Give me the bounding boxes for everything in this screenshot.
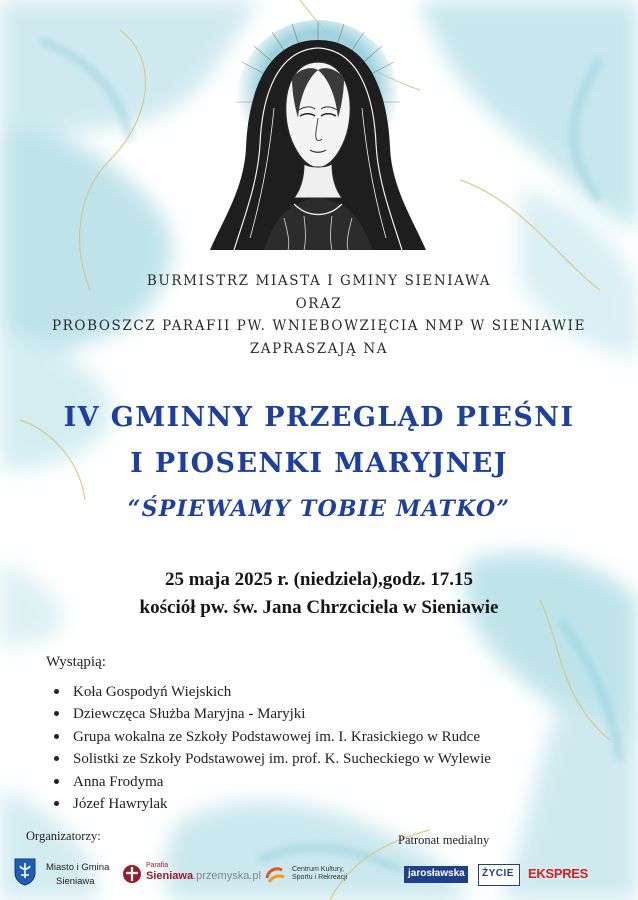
logo1-line2: Sieniawa — [56, 876, 95, 887]
logo2-small: Parafia — [146, 862, 169, 869]
list-item — [54, 703, 491, 725]
logo-ekspres-text: EKSPRES — [528, 866, 589, 881]
logo2-main — [146, 870, 261, 882]
inviters-block — [0, 270, 638, 360]
inviter-parish-priest: PROBOSZCZ PARAFII PW. WNIEBOWZIĘCIA NMP W SIENIAWIE — [51, 318, 587, 334]
logo-centrum-kultury — [264, 858, 360, 892]
performer-name: Anna Frodyma — [73, 773, 164, 790]
event-title — [0, 395, 638, 487]
logo-miasto-i-gmina-sieniawa — [14, 854, 124, 894]
list-item — [54, 748, 491, 770]
logo2-domain: .przemyska.pl — [193, 870, 261, 882]
inviter-mayor: BURMISTRZ MIASTA I GMINY SIENIAWA — [146, 273, 492, 289]
logo-zycie — [478, 864, 520, 886]
logo-ekspres — [528, 866, 594, 884]
logo3-line1: Centrum Kultury, — [292, 866, 344, 873]
event-venue: kościół pw. św. Jana Chrzciciela w Sieniawie — [139, 597, 499, 618]
ckisr-swirl-icon — [264, 864, 286, 886]
list-item — [54, 681, 491, 703]
bullet-icon — [54, 711, 59, 716]
performers-list — [54, 681, 491, 815]
logo-jaroslawska-text: jarosławska — [408, 868, 465, 879]
logo3-line2: Sportu i Rekreacji — [292, 874, 348, 881]
cross-emblem-icon — [122, 864, 142, 884]
logo-parafia-sieniawa — [122, 862, 262, 888]
list-item — [54, 793, 491, 815]
bullet-icon — [54, 734, 59, 739]
logo-jaroslawska — [404, 866, 468, 883]
bullet-icon — [54, 756, 59, 761]
performer-name: Grupa wokalna ze Szkoły Podstawowej im. I. Krasickiego w Rudce — [73, 728, 480, 745]
performer-name: Dziewczęca Służba Maryjna - Maryjki — [73, 706, 306, 723]
performer-name: Koła Gospodyń Wiejskich — [73, 684, 232, 700]
list-item — [54, 726, 491, 748]
bullet-icon — [54, 689, 59, 694]
event-details — [0, 566, 638, 622]
performer-name: Józef Hawrylak — [73, 795, 168, 812]
madonna-illustration — [204, 18, 432, 250]
organizers-label: Organizatorzy: — [26, 829, 101, 843]
event-date-time: 25 maja 2025 r. (niedziela),godz. 17.15 — [164, 569, 474, 590]
coat-of-arms-icon — [14, 858, 36, 886]
performer-name: Solistki ze Szkoły Podstawowej im. prof. K. Sucheckiego w Wylewie — [73, 751, 491, 768]
logo-zycie-text: ŻYCIE — [482, 868, 514, 879]
bullet-icon — [54, 779, 59, 784]
list-item — [54, 771, 491, 793]
event-subtitle: “ŚPIEWAMY TOBIE MATKO” — [127, 496, 511, 522]
event-title-line1: IV GMINNY PRZEGLĄD PIEŚNI — [63, 402, 575, 433]
logo2-main-word: Sieniawa — [146, 870, 194, 882]
bullet-icon — [54, 801, 59, 806]
performers-label: Wystąpią: — [46, 654, 106, 670]
invitation-phrase: ZAPRASZAJĄ NA — [249, 340, 389, 357]
inviter-conjunction: ORAZ — [295, 295, 343, 312]
event-title-line2: I PIOSENKI MARYJNEJ — [130, 448, 508, 479]
logo1-line1: Miasto i Gmina — [46, 862, 110, 873]
media-patronage-label: Patronat medialny — [398, 833, 490, 847]
